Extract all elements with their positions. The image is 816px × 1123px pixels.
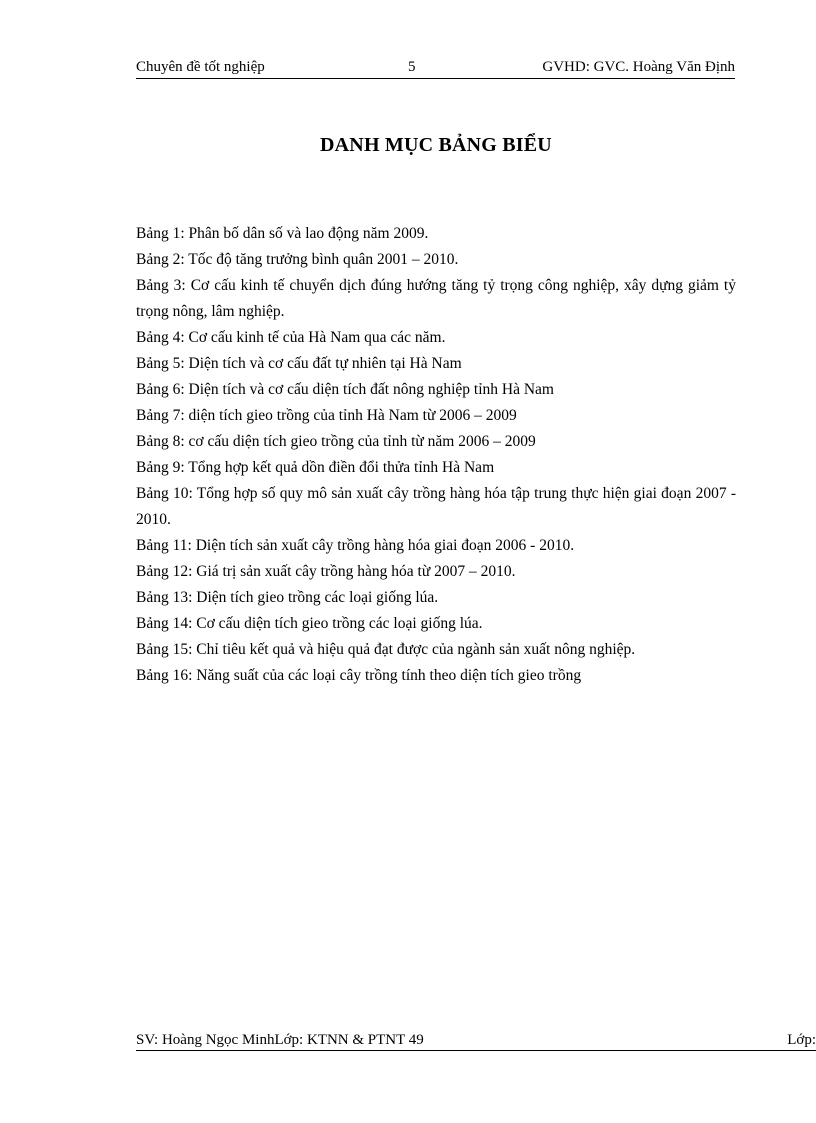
- table-list-item: Bảng 5: Diện tích và cơ cấu đất tự nhiên tại Hà Nam: [136, 355, 462, 372]
- table-list-item: Bảng 7: diện tích gieo trồng của tỉnh Hà Nam từ 2006 – 2009: [136, 407, 517, 424]
- table-list-item: Bảng 11: Diện tích sản xuất cây trồng hàng hóa giai đoạn 2006 - 2010.: [136, 537, 575, 554]
- header-page-number: 5: [408, 59, 416, 75]
- footer-student: SV: Hoàng Ngọc MinhLớp: KTNN & PTNT 49: [136, 1032, 424, 1048]
- table-list-item: Bảng 1: Phân bố dân số và lao động năm 2009.: [136, 225, 429, 242]
- table-list-item: Bảng 15: Chỉ tiêu kết quả và hiệu quả đạt được của ngành sản xuất nông nghiệp.: [136, 641, 636, 658]
- table-list-item: Bảng 4: Cơ cấu kinh tế của Hà Nam qua các năm.: [136, 329, 446, 346]
- table-list-item: Bảng 6: Diện tích và cơ cấu diện tích đất nông nghiệp tỉnh Hà Nam: [136, 381, 554, 398]
- table-list-item: Bảng 14: Cơ cấu diện tích gieo trồng các loại giống lúa.: [136, 615, 483, 632]
- table-list-item: Bảng 8: cơ cấu diện tích gieo trồng của tỉnh từ năm 2006 – 2009: [136, 433, 536, 450]
- table-list-item: Bảng 9: Tổng hợp kết quả dồn điền đổi thửa tỉnh Hà Nam: [136, 459, 495, 476]
- table-list-item: Bảng 13: Diện tích gieo trồng các loại giống lúa.: [136, 589, 439, 606]
- table-list-item: Bảng 3: Cơ cấu kinh tế chuyển dịch đúng hướng tăng tỷ trọng công nghiệp, xây dựng giảm tỷ trọng nông, lâm nghiệp.: [136, 277, 736, 320]
- table-list-item: Bảng 16: Năng suất của các loại cây trồng tính theo diện tích gieo trồng: [136, 667, 582, 684]
- table-list: [136, 221, 736, 689]
- footer-class: Lớp:: [787, 1032, 816, 1048]
- page-footer: [136, 1030, 816, 1051]
- page-title: DANH MỤC BẢNG BIỂU: [320, 134, 552, 156]
- header-supervisor: GVHD: GVC. Hoàng Văn Định: [542, 59, 735, 75]
- header-doc-type: Chuyên đề tốt nghiệp: [136, 59, 265, 75]
- table-list-item: Bảng 2: Tốc độ tăng trưởng bình quân 2001 – 2010.: [136, 251, 459, 268]
- table-list-item: Bảng 12: Giá trị sản xuất cây trồng hàng hóa từ 2007 – 2010.: [136, 563, 516, 580]
- page-header: [136, 56, 735, 79]
- table-list-item: Bảng 10: Tổng hợp số quy mô sản xuất cây trồng hàng hóa tập trung thực hiện giai đoạn 2007 - 2010.: [136, 485, 736, 528]
